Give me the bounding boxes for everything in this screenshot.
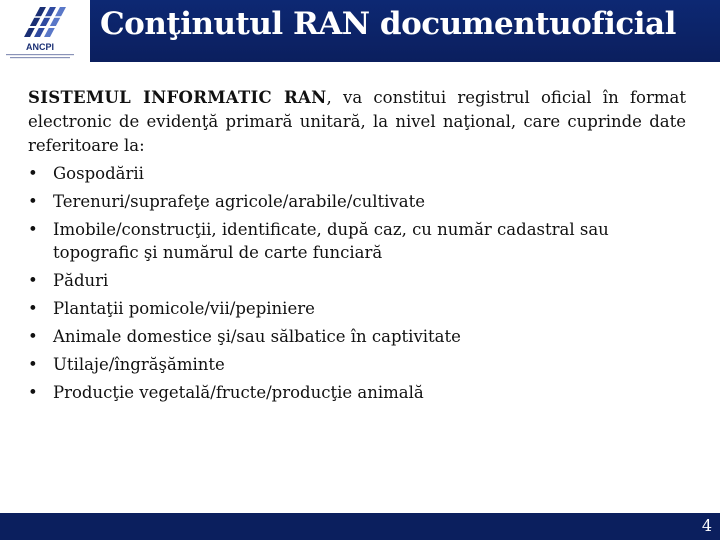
bullet-icon: • [28,383,38,402]
ancpi-logo-icon [16,3,66,41]
list-item-text: Gospodării [53,164,144,183]
footer-bar [0,513,720,540]
list-item-text: Animale domestice şi/sau sălbatice în captivitate [53,327,461,346]
intro-text: , va constitui registrul oficial în format electronic de evidenţă primară unitară, la nivel naţional, care cuprinde date referitoare la: [28,88,686,155]
list-item [28,218,686,264]
list-item-text: Păduri [53,271,109,290]
page-title: Conţinutul RAN documentuoficial [100,6,676,42]
bullet-icon: • [28,299,38,318]
bullet-icon: • [28,164,38,183]
list-item-text: Utilaje/îngrăşăminte [53,355,225,374]
bullet-icon: • [28,220,38,239]
bullet-icon: • [28,271,38,290]
list-item [28,353,686,376]
slide-content [28,86,686,409]
ancpi-logo [0,0,80,62]
logo-text: ANCPI [25,42,54,52]
bullet-icon: • [28,192,38,211]
bullet-icon: • [28,327,38,346]
list-item-text: Terenuri/suprafeţe agricole/arabile/cultivate [53,192,425,211]
list-item [28,325,686,348]
header [0,0,720,62]
list-item [28,381,686,404]
logo-subtitle [6,53,74,60]
list-item-text: Imobile/construcţii, identificate, după caz, cu număr cadastral sau topografic şi numărul de carte funciară [53,220,609,262]
list-item-text: Producţie vegetală/fructe/producţie animală [53,383,424,402]
list-item-text: Plantaţii pomicole/vii/pepiniere [53,299,315,318]
intro-paragraph [28,86,686,158]
list-item [28,269,686,292]
list-item [28,297,686,320]
bullet-list [28,162,686,404]
list-item [28,162,686,185]
bullet-icon: • [28,355,38,374]
page-number: 4 [701,516,712,535]
list-item [28,190,686,213]
intro-strong: SISTEMUL INFORMATIC RAN [28,88,327,107]
